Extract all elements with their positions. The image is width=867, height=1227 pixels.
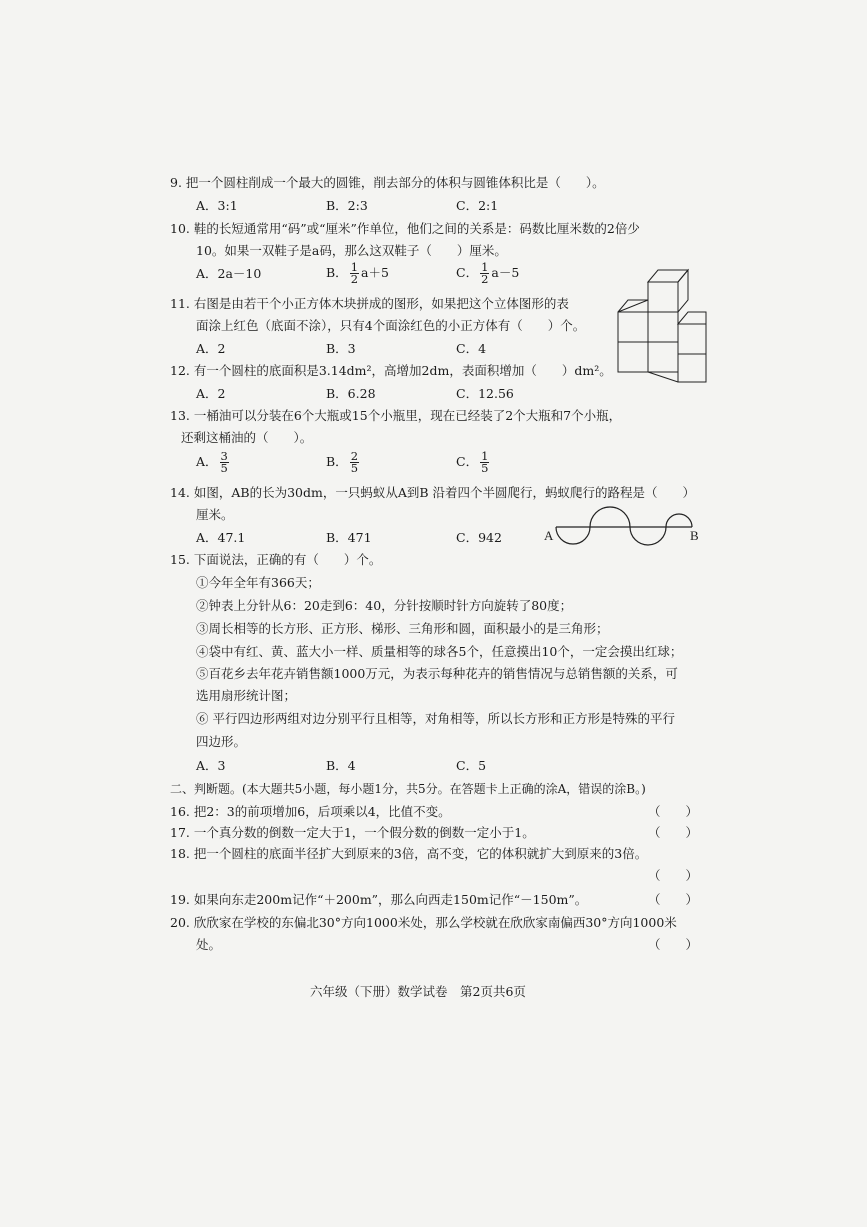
point-b-label: B [690,528,699,543]
judge-17: 17. 一个真分数的倒数一定大于1，一个假分数的倒数一定小于1。 [170,825,535,840]
q10-stem-line1: 10. 鞋的长短通常用“码”或“厘米”作单位，他们之间的关系是：码数比厘米数的2倍少 [170,221,640,236]
fraction: $\frac{1}{5}$ [481,449,489,475]
q13-option-b: B． $\frac{2}{5}$ [326,449,359,475]
judge-19: 19. 如果向东走200m记作“＋200m”，那么向西走150m记作“－150m”。 [170,892,588,907]
judge-18-paren: （ ） [648,868,699,883]
judge-16: 16. 把2：3的前项增加6，后项乘以4，比值不变。 [170,804,451,819]
q12-stem: 12. 有一个圆柱的底面积是3.14dm²，高增加2dm，表面积增加（ ）dm²。 [170,363,612,378]
q13-stem-line2: 还剩这桶油的（ ）。 [181,430,313,445]
q14-option-a: A．47.1 [196,530,246,545]
q15-option-c: C．5 [456,758,487,773]
q10-stem-line2: 10。如果一双鞋子是a码，那么这双鞋子（ ）厘米。 [196,243,507,258]
judge-18: 18. 把一个圆柱的底面半径扩大到原来的3倍，高不变，它的体积就扩大到原来的3倍。 [170,846,648,861]
q12-option-c: C．12.56 [456,386,514,401]
q11-option-c: C．4 [456,341,487,356]
q15-option-b: B．4 [326,758,356,773]
q9-stem: 9. 把一个圆柱削成一个最大的圆锥，削去部分的体积与圆锥体积比是（ ）。 [170,175,605,190]
q15-option-a: A．3 [196,758,226,773]
judge-19-paren: （ ） [648,892,699,907]
judge-20-line1: 20. 欣欣家在学校的东偏北30°方向1000米处，那么学校就在欣欣家南偏西30°方向1000米 [170,915,677,930]
q15-item-1: ①今年全年有366天； [196,575,320,590]
fraction: $\frac{3}{5}$ [220,449,228,475]
q15-item-6: ⑥ 平行四边形两组对边分别平行且相等，对角相等，所以长方形和正方形是特殊的平行 [196,711,675,726]
section2-heading: 二、判断题。(本大题共5小题，每小题1分，共5分。在答题卡上正确的涂A，错误的涂B。) [170,782,646,796]
q10-option-b: B． $\frac{1}{2}$ a＋5 [326,260,389,286]
q15-item-4: ④袋中有红、黄、蓝大小一样、质量相等的球各5个，任意摸出10个，一定会摸出红球； [196,644,683,659]
judge-16-paren: （ ） [648,804,699,819]
fraction: $\frac{1}{2}$ [350,260,359,286]
judge-17-paren: （ ） [648,825,699,840]
q11-stem-line1: 11. 右图是由若干个小正方体木块拼成的图形，如果把这个立体图形的表 [170,296,569,311]
q15-item-3: ③周长相等的长方形、正方形、梯形、三角形和圆，面积最小的是三角形； [196,621,609,636]
q15-item-5: ⑤百花乡去年花卉销售额1000万元，为表示每种花卉的销售情况与总销售额的关系，可 [196,666,678,681]
q9-option-c: C．2:1 [456,198,499,213]
judge-20-line2: 处。 [196,937,222,952]
cube-stack-figure [614,268,710,384]
q13-option-c: C． $\frac{1}{5}$ [456,449,489,475]
q15-item-6-cont: 四边形。 [196,734,247,749]
q10-option-c: C． $\frac{1}{2}$ a－5 [456,260,520,286]
q14-stem-line2: 厘米。 [196,507,234,522]
q9-option-a: A．3:1 [196,198,238,213]
q13-stem-line1: 13. 一桶油可以分装在6个大瓶或15个小瓶里，现在已经装了2个大瓶和7个小瓶， [170,408,622,423]
q13-option-a: A． $\frac{3}{5}$ [196,449,228,475]
q11-option-a: A．2 [196,341,226,356]
semicircle-path-figure [544,506,704,552]
q14-option-b: B．471 [326,530,372,545]
page-footer: 六年级（下册）数学试卷 第2页共6页 [310,984,526,999]
fraction: $\frac{1}{2}$ [481,260,489,286]
q14-option-c: C．942 [456,530,502,545]
q10-option-a: A．2a－10 [196,266,262,281]
q15-stem: 15. 下面说法，正确的有（ ）个。 [170,552,382,567]
point-a-label: A [544,528,554,543]
q15-item-2: ②钟表上分针从6：20走到6：40，分针按顺时针方向旋转了80度； [196,598,573,613]
judge-20-paren: （ ） [648,937,699,952]
q12-option-b: B．6.28 [326,386,376,401]
q11-option-b: B．3 [326,341,356,356]
q14-stem-line1: 14. 如图，AB的长为30dm，一只蚂蚁从A到B 沿着四个半圆爬行，蚂蚁爬行的路程是（ ） [170,485,696,500]
q12-option-a: A．2 [196,386,226,401]
q15-item-5-cont: 选用扇形统计图； [196,688,297,703]
q11-stem-line2: 面涂上红色（底面不涂），只有4个面涂红色的小正方体有（ ）个。 [196,318,586,333]
fraction: $\frac{2}{5}$ [350,449,359,475]
q9-option-b: B．2:3 [326,198,368,213]
